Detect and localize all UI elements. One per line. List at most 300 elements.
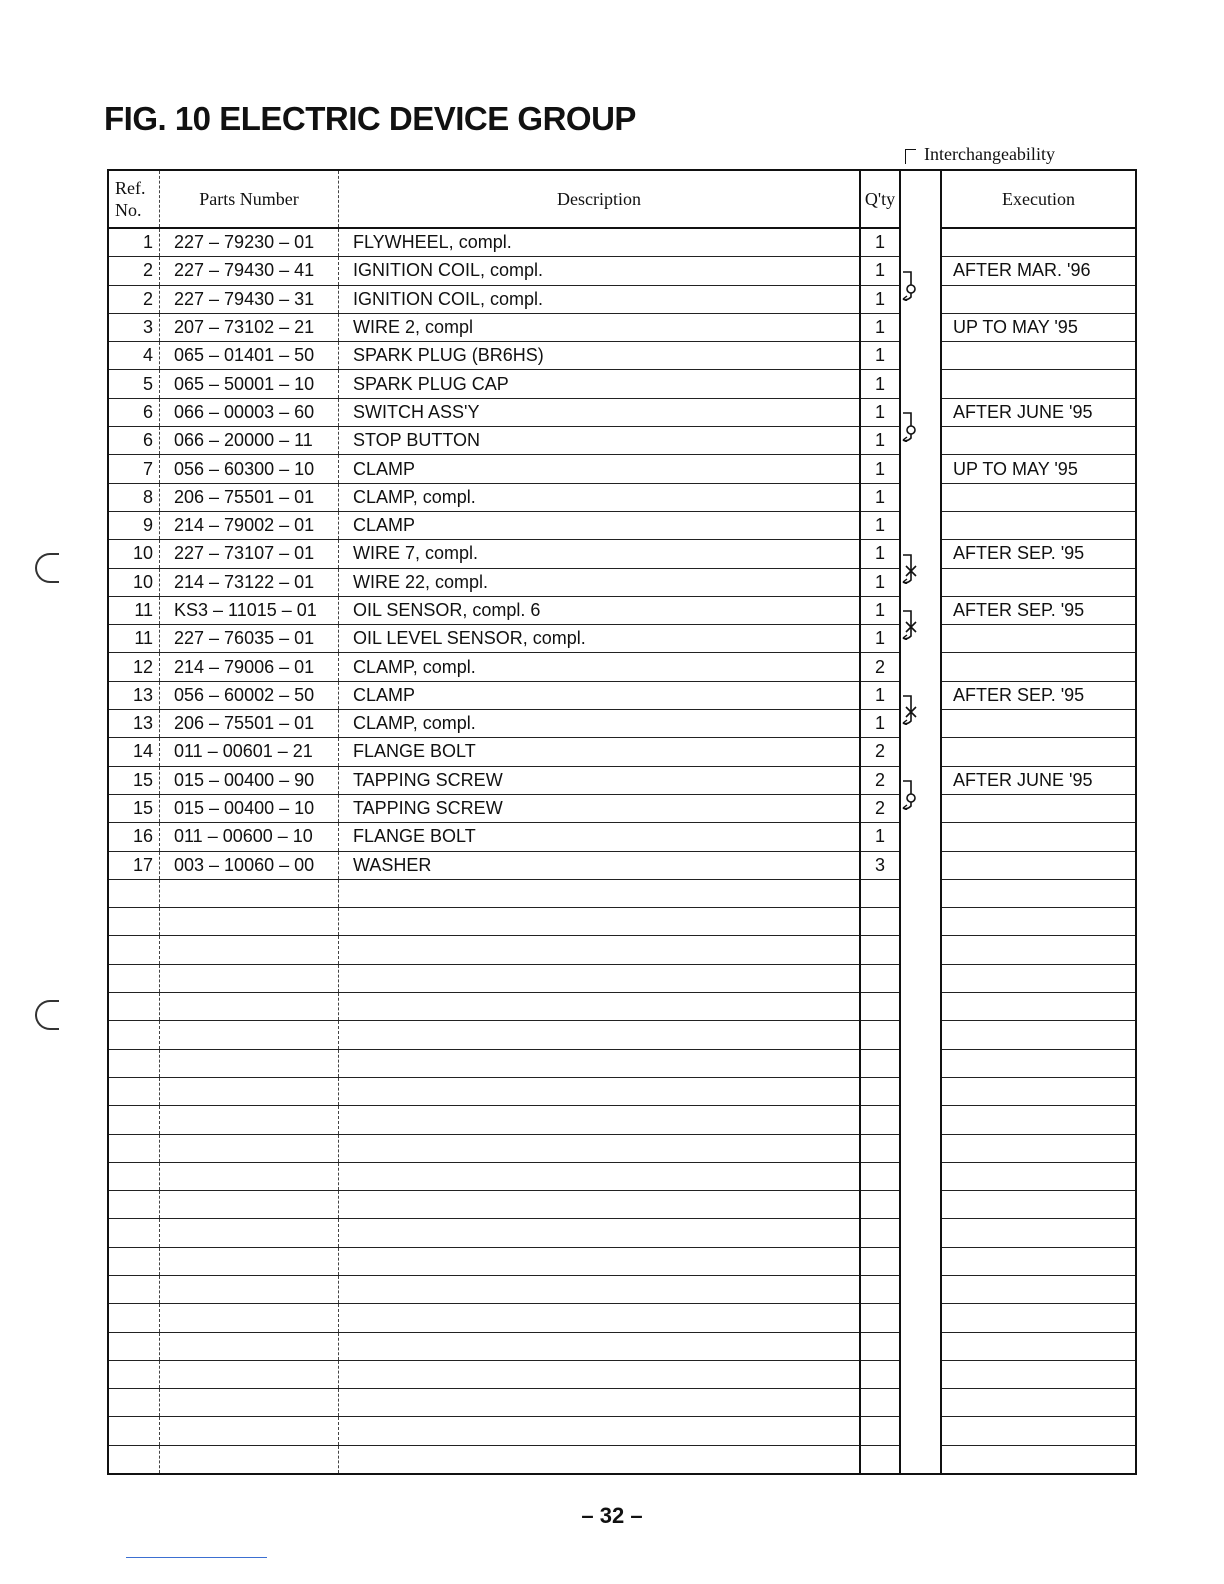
execution-cell: AFTER JUNE '95	[941, 766, 1136, 794]
empty-table-row	[108, 1219, 1136, 1247]
ref-no-cell: 15	[108, 794, 160, 822]
empty-cell	[160, 1247, 339, 1275]
empty-cell	[941, 1021, 1136, 1049]
empty-table-row	[108, 1360, 1136, 1388]
empty-cell	[900, 1219, 941, 1247]
footer-rule	[126, 1557, 267, 1558]
empty-cell	[900, 1332, 941, 1360]
table-row	[108, 794, 1136, 822]
table-row	[108, 427, 1136, 455]
parts-number-cell: 065 – 50001 – 10	[160, 370, 339, 398]
empty-cell	[900, 936, 941, 964]
empty-cell	[160, 1332, 339, 1360]
interchangeability-cell	[900, 653, 941, 681]
empty-table-row	[108, 1417, 1136, 1445]
empty-cell	[339, 1219, 861, 1247]
qty-cell: 1	[860, 710, 900, 738]
empty-cell	[941, 1077, 1136, 1105]
table-row	[108, 681, 1136, 709]
interchangeability-cell	[900, 228, 941, 257]
empty-cell	[900, 1247, 941, 1275]
table-row	[108, 228, 1136, 257]
empty-cell	[108, 908, 160, 936]
qty-cell: 1	[860, 285, 900, 313]
ref-no-cell: 5	[108, 370, 160, 398]
interchangeability-cell	[900, 851, 941, 879]
description-cell: TAPPING SCREW	[339, 766, 861, 794]
empty-cell	[941, 1304, 1136, 1332]
empty-cell	[108, 1049, 160, 1077]
empty-table-row	[108, 1191, 1136, 1219]
empty-cell	[941, 1191, 1136, 1219]
empty-table-row	[108, 1106, 1136, 1134]
parts-table	[107, 169, 1137, 1475]
execution-cell	[941, 625, 1136, 653]
qty-cell: 1	[860, 625, 900, 653]
parts-number-cell: 011 – 00600 – 10	[160, 823, 339, 851]
ref-no-cell: 13	[108, 710, 160, 738]
empty-cell	[941, 1162, 1136, 1190]
empty-cell	[108, 1219, 160, 1247]
parts-number-cell: 066 – 00003 – 60	[160, 398, 339, 426]
empty-cell	[339, 1077, 861, 1105]
empty-cell	[339, 1162, 861, 1190]
ref-no-cell: 13	[108, 681, 160, 709]
empty-cell	[160, 1049, 339, 1077]
description-cell: FLANGE BOLT	[339, 823, 861, 851]
description-cell: TAPPING SCREW	[339, 794, 861, 822]
empty-cell	[941, 1360, 1136, 1388]
qty-cell: 1	[860, 823, 900, 851]
ref-no-cell: 11	[108, 625, 160, 653]
qty-cell: 1	[860, 596, 900, 624]
empty-table-row	[108, 1021, 1136, 1049]
empty-cell	[160, 1077, 339, 1105]
empty-cell	[900, 1360, 941, 1388]
ref-no-cell: 2	[108, 285, 160, 313]
parts-number-cell: 207 – 73102 – 21	[160, 313, 339, 341]
empty-cell	[339, 1360, 861, 1388]
header-interchangeability	[900, 170, 941, 228]
parts-number-cell: 066 – 20000 – 11	[160, 427, 339, 455]
empty-cell	[108, 964, 160, 992]
execution-cell	[941, 511, 1136, 539]
empty-cell	[339, 964, 861, 992]
empty-cell	[860, 1191, 900, 1219]
empty-cell	[941, 1247, 1136, 1275]
scan-arc-mark	[35, 1000, 59, 1030]
empty-cell	[160, 1191, 339, 1219]
empty-cell	[339, 1275, 861, 1303]
description-cell: WIRE 7, compl.	[339, 540, 861, 568]
empty-cell	[160, 879, 339, 907]
empty-cell	[339, 1417, 861, 1445]
empty-table-row	[108, 1049, 1136, 1077]
empty-cell	[941, 993, 1136, 1021]
execution-cell: AFTER SEP. '95	[941, 596, 1136, 624]
empty-cell	[941, 1275, 1136, 1303]
empty-cell	[900, 908, 941, 936]
execution-cell: AFTER SEP. '95	[941, 540, 1136, 568]
interchangeability-cell	[900, 257, 941, 285]
empty-cell	[900, 879, 941, 907]
empty-cell	[900, 964, 941, 992]
execution-cell: AFTER MAR. '96	[941, 257, 1136, 285]
empty-cell	[900, 1049, 941, 1077]
interchangeability-cell	[900, 342, 941, 370]
empty-cell	[339, 1134, 861, 1162]
empty-cell	[160, 1162, 339, 1190]
empty-cell	[900, 1417, 941, 1445]
interchangeability-cell	[900, 427, 941, 455]
empty-table-row	[108, 993, 1136, 1021]
ref-no-cell: 10	[108, 540, 160, 568]
empty-cell	[108, 1077, 160, 1105]
table-row	[108, 625, 1136, 653]
empty-table-row	[108, 964, 1136, 992]
qty-cell: 2	[860, 653, 900, 681]
table-row	[108, 823, 1136, 851]
empty-cell	[160, 1106, 339, 1134]
page-number: – 32 –	[581, 1503, 643, 1528]
interchangeability-cell	[900, 823, 941, 851]
empty-cell	[900, 1445, 941, 1474]
empty-table-row	[108, 1134, 1136, 1162]
parts-number-cell: 227 – 79230 – 01	[160, 228, 339, 257]
execution-cell	[941, 710, 1136, 738]
parts-number-cell: KS3 – 11015 – 01	[160, 596, 339, 624]
execution-cell	[941, 228, 1136, 257]
empty-cell	[160, 936, 339, 964]
qty-cell: 2	[860, 738, 900, 766]
qty-cell: 1	[860, 228, 900, 257]
table-row	[108, 540, 1136, 568]
empty-table-row	[108, 1332, 1136, 1360]
execution-cell: AFTER SEP. '95	[941, 681, 1136, 709]
ref-no-cell: 4	[108, 342, 160, 370]
description-cell: FLYWHEEL, compl.	[339, 228, 861, 257]
empty-table-row	[108, 1077, 1136, 1105]
table-row	[108, 596, 1136, 624]
interchangeability-cell	[900, 568, 941, 596]
empty-cell	[160, 908, 339, 936]
qty-cell: 1	[860, 427, 900, 455]
qty-cell: 1	[860, 568, 900, 596]
empty-cell	[860, 964, 900, 992]
empty-cell	[860, 936, 900, 964]
empty-cell	[941, 1445, 1136, 1474]
empty-cell	[860, 1275, 900, 1303]
empty-cell	[860, 908, 900, 936]
empty-cell	[941, 1389, 1136, 1417]
description-cell: WASHER	[339, 851, 861, 879]
parts-number-cell: 227 – 73107 – 01	[160, 540, 339, 568]
ref-no-cell: 6	[108, 427, 160, 455]
table-row	[108, 851, 1136, 879]
ref-no-cell: 10	[108, 568, 160, 596]
parts-number-cell: 227 – 79430 – 31	[160, 285, 339, 313]
empty-cell	[108, 1191, 160, 1219]
interchangeability-cell	[900, 766, 941, 794]
empty-cell	[860, 1304, 900, 1332]
empty-cell	[108, 1389, 160, 1417]
empty-cell	[160, 993, 339, 1021]
empty-cell	[860, 1219, 900, 1247]
empty-cell	[108, 993, 160, 1021]
table-row	[108, 313, 1136, 341]
empty-cell	[941, 1049, 1136, 1077]
parts-number-cell: 015 – 00400 – 10	[160, 794, 339, 822]
empty-cell	[160, 964, 339, 992]
interchangeability-cell	[900, 794, 941, 822]
parts-number-cell: 015 – 00400 – 90	[160, 766, 339, 794]
empty-cell	[108, 1021, 160, 1049]
qty-cell: 1	[860, 511, 900, 539]
qty-cell: 1	[860, 540, 900, 568]
description-cell: SPARK PLUG CAP	[339, 370, 861, 398]
empty-cell	[900, 1077, 941, 1105]
empty-cell	[900, 993, 941, 1021]
empty-cell	[941, 1219, 1136, 1247]
empty-table-row	[108, 1162, 1136, 1190]
empty-cell	[160, 1417, 339, 1445]
execution-cell	[941, 342, 1136, 370]
interchangeability-cell	[900, 540, 941, 568]
description-cell: CLAMP	[339, 681, 861, 709]
description-cell: CLAMP	[339, 511, 861, 539]
empty-cell	[108, 936, 160, 964]
execution-cell	[941, 738, 1136, 766]
empty-cell	[339, 1445, 861, 1474]
interchangeability-cell	[900, 681, 941, 709]
table-row	[108, 370, 1136, 398]
table-row	[108, 653, 1136, 681]
execution-cell	[941, 823, 1136, 851]
table-row	[108, 342, 1136, 370]
qty-cell: 2	[860, 766, 900, 794]
execution-cell	[941, 851, 1136, 879]
empty-cell	[108, 1106, 160, 1134]
empty-cell	[108, 1332, 160, 1360]
empty-cell	[160, 1389, 339, 1417]
table-row	[108, 710, 1136, 738]
header-qty: Q'ty	[860, 170, 900, 228]
empty-cell	[108, 1417, 160, 1445]
header-execution: Execution	[941, 170, 1136, 228]
interchangeability-cell	[900, 398, 941, 426]
empty-cell	[108, 1247, 160, 1275]
empty-cell	[860, 1445, 900, 1474]
empty-cell	[108, 1162, 160, 1190]
page-title: FIG. 10 ELECTRIC DEVICE GROUP	[104, 100, 636, 137]
table-header-row	[108, 170, 1136, 228]
empty-cell	[108, 1275, 160, 1303]
execution-cell	[941, 370, 1136, 398]
table-row	[108, 511, 1136, 539]
qty-cell: 1	[860, 257, 900, 285]
ref-no-cell: 8	[108, 483, 160, 511]
execution-cell: UP TO MAY '95	[941, 455, 1136, 483]
interchangeability-cell	[900, 370, 941, 398]
description-cell: FLANGE BOLT	[339, 738, 861, 766]
description-cell: WIRE 2, compl	[339, 313, 861, 341]
empty-cell	[941, 964, 1136, 992]
empty-cell	[860, 1417, 900, 1445]
empty-cell	[860, 1360, 900, 1388]
description-cell: CLAMP	[339, 455, 861, 483]
empty-cell	[160, 1219, 339, 1247]
empty-cell	[339, 1049, 861, 1077]
empty-cell	[108, 1360, 160, 1388]
empty-cell	[900, 1134, 941, 1162]
ref-no-cell: 1	[108, 228, 160, 257]
empty-cell	[339, 1191, 861, 1219]
interchangeability-text: Interchangeability	[924, 144, 1055, 164]
empty-cell	[941, 936, 1136, 964]
bracket-icon	[905, 149, 916, 164]
ref-no-cell: 17	[108, 851, 160, 879]
empty-cell	[860, 1162, 900, 1190]
description-cell: CLAMP, compl.	[339, 710, 861, 738]
table-row	[108, 257, 1136, 285]
empty-cell	[941, 1417, 1136, 1445]
description-cell: CLAMP, compl.	[339, 483, 861, 511]
empty-cell	[108, 1304, 160, 1332]
description-cell: IGNITION COIL, compl.	[339, 257, 861, 285]
execution-cell	[941, 653, 1136, 681]
empty-cell	[941, 908, 1136, 936]
empty-table-row	[108, 1389, 1136, 1417]
qty-cell: 1	[860, 455, 900, 483]
qty-cell: 1	[860, 681, 900, 709]
execution-cell: UP TO MAY '95	[941, 313, 1136, 341]
parts-number-cell: 056 – 60300 – 10	[160, 455, 339, 483]
parts-number-cell: 206 – 75501 – 01	[160, 483, 339, 511]
parts-number-cell: 003 – 10060 – 00	[160, 851, 339, 879]
ref-no-cell: 6	[108, 398, 160, 426]
parts-number-cell: 227 – 76035 – 01	[160, 625, 339, 653]
empty-cell	[339, 879, 861, 907]
parts-number-cell: 214 – 73122 – 01	[160, 568, 339, 596]
empty-cell	[339, 1389, 861, 1417]
interchangeability-cell	[900, 455, 941, 483]
empty-cell	[860, 1049, 900, 1077]
empty-cell	[160, 1304, 339, 1332]
empty-cell	[900, 1021, 941, 1049]
qty-cell: 3	[860, 851, 900, 879]
empty-cell	[108, 1445, 160, 1474]
empty-cell	[339, 1304, 861, 1332]
empty-cell	[941, 1332, 1136, 1360]
empty-cell	[941, 1106, 1136, 1134]
interchangeability-label	[905, 144, 1055, 165]
description-cell: IGNITION COIL, compl.	[339, 285, 861, 313]
empty-cell	[339, 1332, 861, 1360]
ref-no-cell: 15	[108, 766, 160, 794]
description-cell: STOP BUTTON	[339, 427, 861, 455]
qty-cell: 1	[860, 483, 900, 511]
execution-cell	[941, 427, 1136, 455]
empty-cell	[900, 1389, 941, 1417]
interchangeability-cell	[900, 511, 941, 539]
empty-cell	[160, 1275, 339, 1303]
table-row	[108, 766, 1136, 794]
parts-number-cell: 214 – 79006 – 01	[160, 653, 339, 681]
ref-no-cell: 14	[108, 738, 160, 766]
ref-no-cell: 11	[108, 596, 160, 624]
empty-cell	[860, 1247, 900, 1275]
empty-cell	[860, 1077, 900, 1105]
execution-cell	[941, 568, 1136, 596]
description-cell: WIRE 22, compl.	[339, 568, 861, 596]
interchangeability-cell	[900, 285, 941, 313]
interchangeability-cell	[900, 596, 941, 624]
ref-no-cell: 2	[108, 257, 160, 285]
empty-cell	[941, 1134, 1136, 1162]
empty-table-row	[108, 1275, 1136, 1303]
empty-cell	[860, 993, 900, 1021]
empty-cell	[339, 908, 861, 936]
interchangeability-cell	[900, 710, 941, 738]
table-row	[108, 455, 1136, 483]
empty-cell	[860, 1389, 900, 1417]
header-ref-no: Ref. No.	[108, 170, 160, 228]
parts-number-cell: 056 – 60002 – 50	[160, 681, 339, 709]
table-row	[108, 738, 1136, 766]
empty-cell	[339, 1106, 861, 1134]
execution-cell	[941, 794, 1136, 822]
ref-no-cell: 7	[108, 455, 160, 483]
parts-number-cell: 011 – 00601 – 21	[160, 738, 339, 766]
empty-cell	[860, 1134, 900, 1162]
empty-cell	[339, 1247, 861, 1275]
ref-no-cell: 9	[108, 511, 160, 539]
qty-cell: 1	[860, 370, 900, 398]
table-row	[108, 568, 1136, 596]
description-cell: SWITCH ASS'Y	[339, 398, 861, 426]
parts-number-cell: 227 – 79430 – 41	[160, 257, 339, 285]
description-cell: SPARK PLUG (BR6HS)	[339, 342, 861, 370]
execution-cell: AFTER JUNE '95	[941, 398, 1136, 426]
description-cell: CLAMP, compl.	[339, 653, 861, 681]
table-row	[108, 285, 1136, 313]
empty-cell	[860, 1021, 900, 1049]
parts-number-cell: 214 – 79002 – 01	[160, 511, 339, 539]
parts-number-cell: 206 – 75501 – 01	[160, 710, 339, 738]
description-cell: OIL LEVEL SENSOR, compl.	[339, 625, 861, 653]
empty-cell	[160, 1445, 339, 1474]
qty-cell: 2	[860, 794, 900, 822]
empty-cell	[860, 879, 900, 907]
execution-cell	[941, 483, 1136, 511]
parts-number-cell: 065 – 01401 – 50	[160, 342, 339, 370]
interchangeability-cell	[900, 483, 941, 511]
empty-cell	[860, 1106, 900, 1134]
empty-table-row	[108, 1247, 1136, 1275]
empty-table-row	[108, 908, 1136, 936]
empty-cell	[900, 1106, 941, 1134]
execution-cell	[941, 285, 1136, 313]
description-cell: OIL SENSOR, compl. 6	[339, 596, 861, 624]
empty-cell	[339, 993, 861, 1021]
empty-cell	[900, 1275, 941, 1303]
table-row	[108, 483, 1136, 511]
interchangeability-cell	[900, 313, 941, 341]
empty-cell	[108, 1134, 160, 1162]
empty-cell	[941, 879, 1136, 907]
interchangeability-cell	[900, 738, 941, 766]
empty-cell	[160, 1134, 339, 1162]
